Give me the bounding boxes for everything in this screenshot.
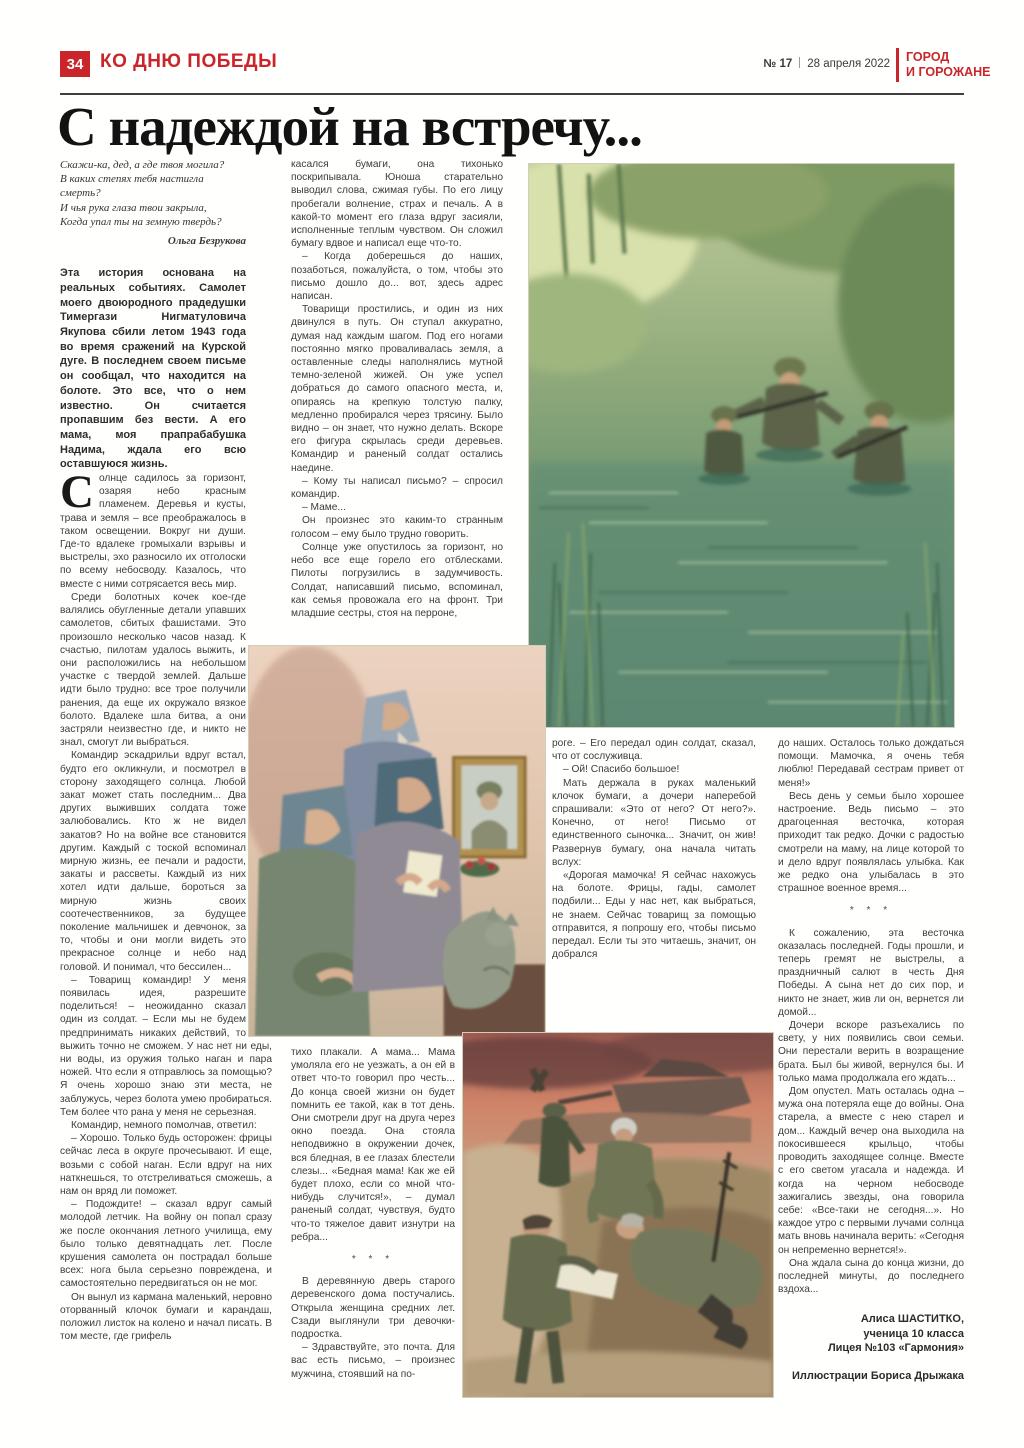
paragraph: – Ой! Спасибо большое! (563, 764, 680, 776)
page-number-badge: 34 (60, 51, 90, 77)
byline-line: Алиса ШАСТИТКО, (860, 1313, 964, 1326)
epigraph-author: Ольга Безрукова (167, 235, 246, 248)
paragraph: роге. – Его передал один солдат, сказал, что от сослуживца. (552, 738, 756, 763)
text-wrap-spacer (246, 648, 272, 1038)
issue-number: № 17 (763, 58, 793, 70)
paragraph: – Кому ты написал письмо? – спросил командир. (291, 475, 503, 501)
paragraph: Среди болотных кочек кое-где валялись обугленные детали упавших самолетов, сбитых фашистами. Это произошло несколько часов назад. К счастью, пилотам удалось выжить, и они расположились на небольшом участке с твердой землей. Дальше идти было трудно: все трое получили ранения, да еще их окружало вязкое болото. Вдалеке шла битва, а они застряли неизвестно где, и никто не знал, смогут ли выбраться. (60, 591, 246, 749)
article-title: С надеждой на встречу... (57, 96, 642, 157)
paragraph: Он вынул из кармана маленький, неровно оторванный клочок бумаги и карандаш, положил листок на колено и начал писать. В том месте, где грифель (60, 1291, 272, 1343)
epigraph-line: Когда упал ты на земную твердь? (60, 215, 222, 228)
paragraph: Дочери вскоре разъехались по свету, у них появились свои семьи. Они перестали верить в возращение брата. Был бы живой, вернулся бы. И только мама продолжала его ждать... (778, 1020, 964, 1084)
paragraph: Товарищи простились, и один из них двинулся в путь. Он ступал аккуратно, думая над каждым шагом. Под его ногами постоянно мягко проваливалась земля, а оставленные следы наполнялись мутной темно-зеленой жижей. Он уже успел добраться до самого опасного места, и, опираясь на крепкую толстую палку, медленно пробирался через трясину. Было видно – он знает, что нужно делать. Вскоре его фигура скрылась среди деревьев. Командир и раненый солдат остались наедине. (291, 304, 503, 474)
paragraph: тихо плакали. А мама... Мама умоляла его не уезжать, а он ей в ответ что-то говорил про честь... До конца своей жизни он будет помнить ее такой, как в тот день. Они смотрели друг на друга через окно поезда. Она стояла неподвижно в окружении дочек, вся бледная, в ее глазах блестели слезы... «Бедная мама! Как же ей будет плохо, если со мной что-нибудь случится!», – думал раненый солдат, чувствуя, будто что-то тяжелое давит изнутри на ребра... (291, 1047, 455, 1243)
newspaper-brand (906, 50, 991, 80)
swamp-scene (529, 164, 954, 727)
divider (799, 57, 800, 68)
paragraph: Командир эскадрильи вдруг встал, будто его окликнули, и посмотрел в сторону заходящего солнца. Любой закат может стать последним... Два других выживших солдата тоже залюбовались. Кто ж не видел закатов? Но на войне все становится другим. Каждый с тоской вспоминал мирную жизнь, ее печали и радости, закаты и рассветы. Каждый из них хотел идти дальше, бороться за мирную жизнь своих соотечественников, за будущее поколение мальчишек и девчонок, за то, чтобы и они могли видеть это прекрасное солнце и небо над головой. И понимал, что бессилен... (60, 750, 246, 973)
paragraph: – Маме... (302, 502, 346, 514)
illustration-credit: Иллюстрации Бориса Дрыжака (792, 1369, 964, 1382)
paragraph: К сожалению, эта весточка оказалась последней. Годы прошли, и теперь гремят не выстрелы, а праздничный салют в честь Дня Победы. А сына нет до сих пор, и никто не знает, жив ли он, вернется ли домой... (778, 927, 964, 1018)
paragraph: Дом опустел. Мать осталась одна – мужа она потеряла еще до войны. Она старела, а вместе с нею старел и дом... Каждый вечер она выходила на покосившееся крыльцо, чтобы проводить заходящее солнце. Вместе с его светом угасала и надежда. И когда на черном небосводе зажигались звезды, она говорила себе: «Все-таки не сегодня...». Но каждое утро с первыми лучами солнца мать вновь начинала верить: «Сегодня он непременно вернется!». (778, 1086, 964, 1256)
trench-scene (463, 1033, 773, 1397)
text-column-2-lower (291, 1046, 455, 1420)
paragraph: – Товарищ командир! У меня появилась идея, разрешите поделиться! – неожиданно сказал один из солдат. – Если мы не будем предпринимать никаких действий, то выжить точно не сможем. У нас нет ни еды, ни воды, из оружия только наган и пара ножей. Что если я отправлюсь за помощью? Я очень хорошо знаю эти места, не заблужусь, через болота умею пробираться. Тем более что рана у меня не серьезная. (60, 974, 272, 1118)
brand-divider (896, 48, 899, 82)
paragraph: Командир, немного помолчав, ответил: (71, 1120, 257, 1132)
author-byline (764, 1312, 964, 1356)
paragraph: Весь день у семьи было хорошее настроение. Ведь письмо – это драгоценная весточка, которая приходит так редко. Дочки с радостью смотрели на маму, на лице которой то и дело вдруг появлялась улыбка. Как же редко она улыбалась в это страшное военное время... (778, 790, 964, 895)
paragraph: В деревянную дверь старого деревенского дома постучались. Открыла женщина средних лет. Сзади выглянули три девочки-подростка. (291, 1276, 455, 1341)
byline-line: ученица 10 класса (863, 1327, 964, 1340)
illustration-family-letter (248, 645, 546, 1037)
section-separator: * * * (849, 905, 893, 917)
text-column-3 (552, 737, 756, 999)
paragraph: Мать держала в руках маленький клочок бумаги, а дочери наперебой спрашивали: «Это от него? От него?». Конечно, от него! Письмо от единственного сыночка... Значит, он жив! Развернув бумагу, она начала читать вслух: (552, 777, 756, 868)
paragraph: «Дорогая мамочка! Я сейчас нахожусь на болоте. Фрицы, гады, самолет подбили... Еды у нас нет, как выбраться, не знаем. Сейчас товарищ за помощью отправится, я попрошу его, чтобы письмо передал. Если ты это читаешь, значит, он добрался (552, 870, 756, 961)
text-column-4 (764, 737, 964, 1437)
paragraph: – Подождите! – сказал вдруг самый молодой летчик. На войну он попал сразу же после окончания летного училища, ему было только девятнадцать лет. После крушения самолета он пострадал больше всех: нога была серьезно повреждена, и самостоятельно передвигаться он не мог. (60, 1199, 272, 1290)
section-label: КО ДНЮ ПОБЕДЫ (100, 51, 278, 72)
paragraph-text: олнце садилось за горизонт, озаряя небо красным пламенем. Деревья и кусты, трава и земля – все преображалось в таком освещении. Вокруг ни души. Где-то вдалеке громыхали взрывы и выстрелы, эхо разносило их отголоски по всему небосводу. Казалось, что вместе с ними сотрясается весь мир. (60, 473, 246, 590)
epigraph-line: В каких степях тебя настигла смерть? (60, 173, 204, 200)
paragraph: касался бумаги, она тихонько поскрипывала. Юноша старательно выводил слова, сжимая губы. По его лицу пробегали волнение, страх и печаль. А в какой-то момент его глаза вдруг засияли, исполненные теплым чувством. Он сложил бумагу вдвое и написал еще что-то. (291, 159, 503, 250)
brand-line2: И ГОРОЖАНЕ (906, 65, 991, 79)
illustration-swamp-soldiers (528, 163, 955, 728)
paragraph: Солнце уже опустилось за горизонт, но небо все еще горело его отблесками. Пилоты погрузились в задумчивость. Солдат, написавший письмо, вспоминал, как семья провожала его на фронт. Три младшие сестры, стоя на перроне, (291, 541, 503, 619)
paragraph: до наших. Осталось только дождаться помощи. Мамочка, я очень тебя люблю! Передавай сестрам привет от меня!» (778, 738, 964, 789)
issue-date: 28 апреля 2022 (807, 58, 890, 70)
paragraph: – Хорошо. Только будь осторожен: фрицы сейчас леса в округе прочесывают. И еще, возьми с собой наган. Если вдруг на них наткнешься, то отстреливаться сможешь, а нам он вряд ли поможет. (60, 1133, 272, 1198)
paragraph: – Здравствуйте, это почта. Для вас есть письмо, – произнес мужчина, стоявший на по- (291, 1342, 455, 1380)
epigraph (60, 158, 272, 229)
epigraph-line: И чья рука глаза твои закрыла, (60, 201, 207, 214)
paragraph: Он произнес это каким-то странным голосом – ему было трудно говорить. (291, 515, 503, 540)
paragraph: – Когда доберешься до наших, позаботься, пожалуйста, о том, чтобы это письмо дошло до... вот, здесь адрес написан. (291, 251, 503, 303)
epigraph-line: Скажи-ка, дед, а где твоя могила? (60, 159, 225, 171)
text-wrap-spacer (764, 1055, 778, 1401)
section-separator: * * * (351, 1254, 395, 1266)
drop-cap: С (60, 466, 94, 519)
family-scene (249, 646, 545, 1036)
illustration-trench (462, 1032, 774, 1398)
byline-line: Лицея №103 «Гармония» (827, 1342, 964, 1355)
text-column-1 (60, 158, 272, 1400)
lead-paragraph: Эта история основана на реальных событиях. Самолет моего двоюродного прадедушки Тимергази Нигматуловича Якупова сбили летом 1943 года во время сражений на Курской дуге. В последнем своем письме он сообщал, что находится на болоте. Это все, что о нем известно. Он считается пропавшим без вести. А его мама, моя прапрабабушка Надима, ждала его всю оставшуюся жизнь. (60, 267, 246, 471)
text-column-2-upper (291, 158, 503, 642)
issue-info (763, 57, 890, 70)
paragraph: Она ждала сына до конца жизни, до последней минуты, до последнего вздоха... (778, 1257, 964, 1296)
paragraph (60, 466, 272, 591)
brand-line1: ГОРОД (906, 50, 950, 64)
